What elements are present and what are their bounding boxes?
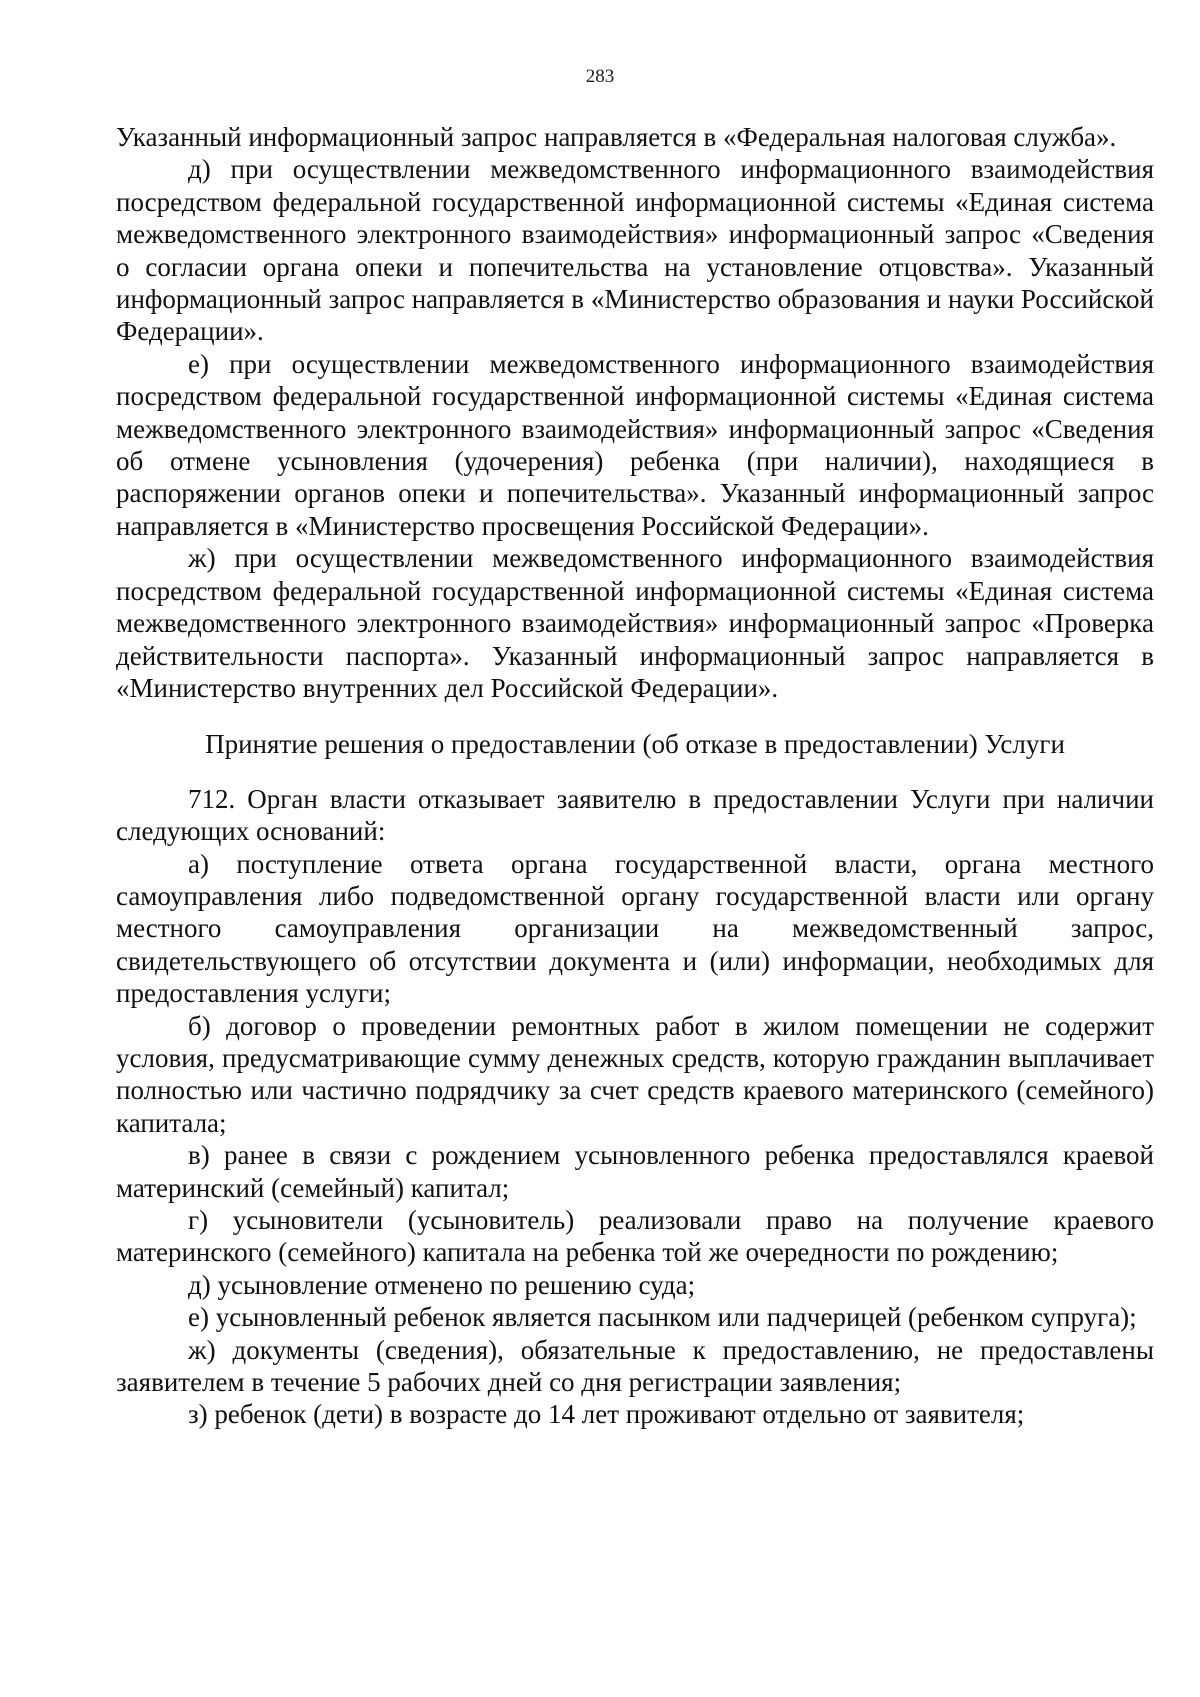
document-body [116,121,1154,1431]
section-heading: Принятие решения о предоставлении (об отказе в предоставлении) Услуги [205,729,1065,760]
paragraph-item-zh-passport-check: ж) при осуществлении межведомственного информационного взаимодействия посредством федеральной государственной информационной системы «Единая система межведомственного электронного взаимодействия» информационный запрос «Проверка действительности паспорта». Указанный информационный запрос направляется в «Министерство внутренних дел Российской Федерации». [116,543,1154,703]
paragraph-712-refusal-grounds: 712. Орган власти отказывает заявителю в предоставлении Услуги при наличии следующих оснований: [116,783,1154,847]
list-item-e: е) усыновленный ребенок является пасынком или падчерицей (ребенком супруга); [188,1302,1137,1333]
list-item-g: г) усыновители (усыновитель) реализовали право на получение краевого материнского (семейного) капитала на ребенка той же очередности по рождению; [116,1205,1154,1268]
list-item-z: з) ребенок (дети) в возрасте до 14 лет проживают отдельно от заявителя; [188,1399,1025,1430]
paragraph-tax-service-request: Указанный информационный запрос направляется в «Федеральная налоговая служба». [116,122,1117,152]
list-item-zh: ж) документы (сведения), обязательные к предоставлению, не предоставлены заявителем в течение 5 рабочих дней со дня регистрации заявления; [116,1334,1154,1398]
list-item-a: а) поступление ответа органа государственной власти, органа местного самоуправления либо подведомственной органу государственной власти или органу местного самоуправления организации на межведомственный запрос, свидетельствующего об отсутствии документа и (или) информации, необходимых для предоставления услуги; [116,848,1154,1009]
page-number: 283 [585,66,615,87]
list-item-b: б) договор о проведении ремонтных работ в жилом помещении не содержит условия, предусматривающие сумму денежных средств, которую гражданин выплачивает полностью или частично подрядчику за счет средств краевого материнского (семейного) капитала; [116,1010,1154,1138]
paragraph-item-d-guardianship-consent: д) при осуществлении межведомственного информационного взаимодействия посредством федеральной государственной информационной системы «Единая система межведомственного электронного взаимодействия» информационный запрос «Сведения о согласии органа опеки и попечительства на установление отцовства». Указанный информационный запрос направляется в «Министерство образования и науки Российской Федерации». [116,154,1154,347]
list-item-d: д) усыновление отменено по решению суда; [188,1269,696,1300]
paragraph-item-e-adoption-cancellation: е) при осуществлении межведомственного информационного взаимодействия посредством федеральной государственной информационной системы «Единая система межведомственного электронного взаимодействия» информационный запрос «Сведения об отмене усыновления (удочерения) ребенка (при наличии), находящиеся в распоряжении органов опеки и попечительства». Указанный информационный запрос направляется в «Министерство просвещения Российской Федерации». [116,348,1154,541]
list-item-v: в) ранее в связи с рождением усыновленного ребенка предоставлялся краевой материнский (семейный) капитал; [116,1140,1154,1203]
